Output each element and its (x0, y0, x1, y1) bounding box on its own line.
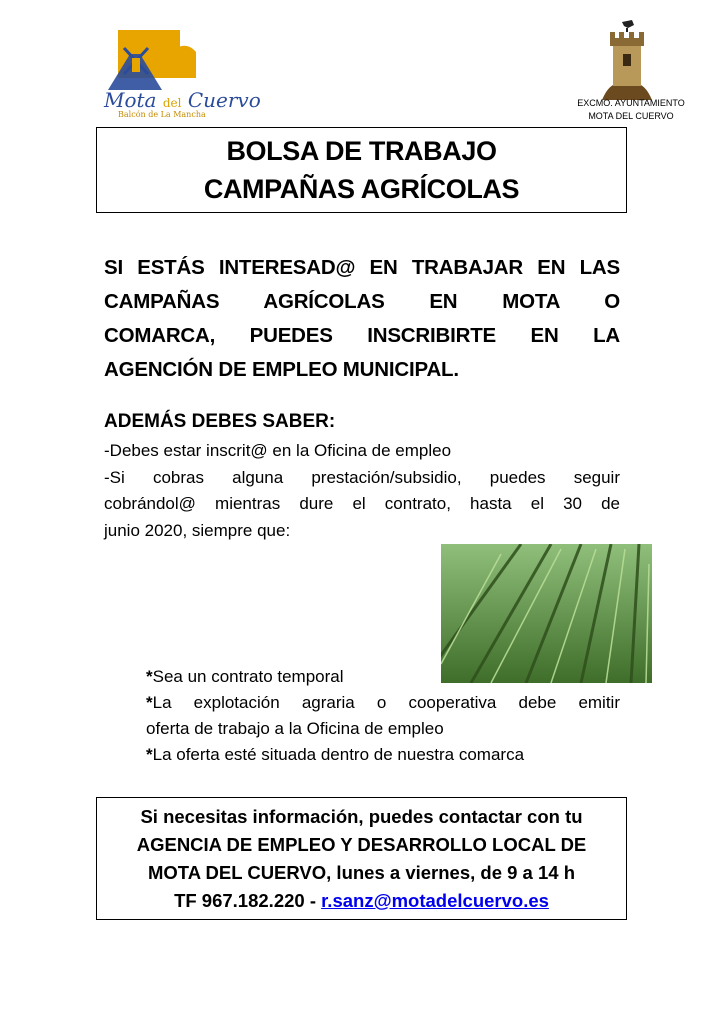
council-line-1: EXCMO. AYUNTAMIENTO (577, 98, 685, 108)
intro-line: COMARCA, PUEDES INSCRIBIRTE EN LA (104, 324, 620, 347)
council-crest (598, 16, 656, 102)
intro-paragraph (104, 251, 620, 387)
know-body (104, 438, 620, 544)
title-line-1: BOLSA DE TRABAJO (226, 136, 497, 166)
logo-tagline: Balcón de La Mancha (118, 110, 206, 119)
council-line-2: MOTA DEL CUERVO (588, 111, 674, 121)
intro-line: CAMPAÑAS AGRÍCOLAS EN MOTA O (104, 290, 620, 313)
contact-line-1: Si necesitas información, puedes contactar con tu (140, 806, 583, 827)
conditions-list (146, 664, 620, 768)
know-line: -Debes estar inscrit@ en la Oficina de empleo (104, 441, 452, 460)
list-item: *La oferta esté situada dentro de nuestra comarca (146, 745, 525, 764)
contact-line-4 (97, 887, 626, 915)
logo-wordmark: Mota del Cuervo (104, 88, 261, 112)
list-item-continuation: oferta de trabajo a la Oficina de empleo (146, 719, 444, 738)
list-item: *La explotación agraria o cooperativa debe emitir (146, 693, 620, 712)
crop-field-photo (441, 544, 652, 683)
know-heading: ADEMÁS DEBES SABER: (104, 411, 336, 432)
contact-line-2: AGENCIA DE EMPLEO Y DESARROLLO LOCAL DE (136, 834, 587, 855)
crop-field-icon (441, 544, 652, 683)
town-logo (104, 30, 261, 126)
tower-crest-icon (598, 16, 656, 102)
know-line: cobrándol@ mientras dure el contrato, hasta el 30 de (104, 494, 620, 513)
contact-line-3: MOTA DEL CUERVO, lunes a viernes, de 9 a 14 h (147, 862, 575, 883)
know-line: -Si cobras alguna prestación/subsidio, puedes seguir (104, 467, 620, 487)
council-name (562, 97, 700, 123)
contact-box (96, 797, 627, 920)
intro-line: AGENCIÓN DE EMPLEO MUNICIPAL. (104, 358, 459, 381)
title-line-2: CAMPAÑAS AGRÍCOLAS (203, 174, 520, 204)
list-item: *Sea un contrato temporal (146, 667, 344, 686)
contact-phone: TF 967.182.220 - (174, 890, 322, 911)
email-link[interactable]: r.sanz@motadelcuervo.es (321, 890, 549, 911)
know-line: junio 2020, siempre que: (104, 520, 291, 540)
intro-line: SI ESTÁS INTERESAD@ EN TRABAJAR EN LAS (104, 256, 620, 279)
title-box (96, 127, 627, 213)
